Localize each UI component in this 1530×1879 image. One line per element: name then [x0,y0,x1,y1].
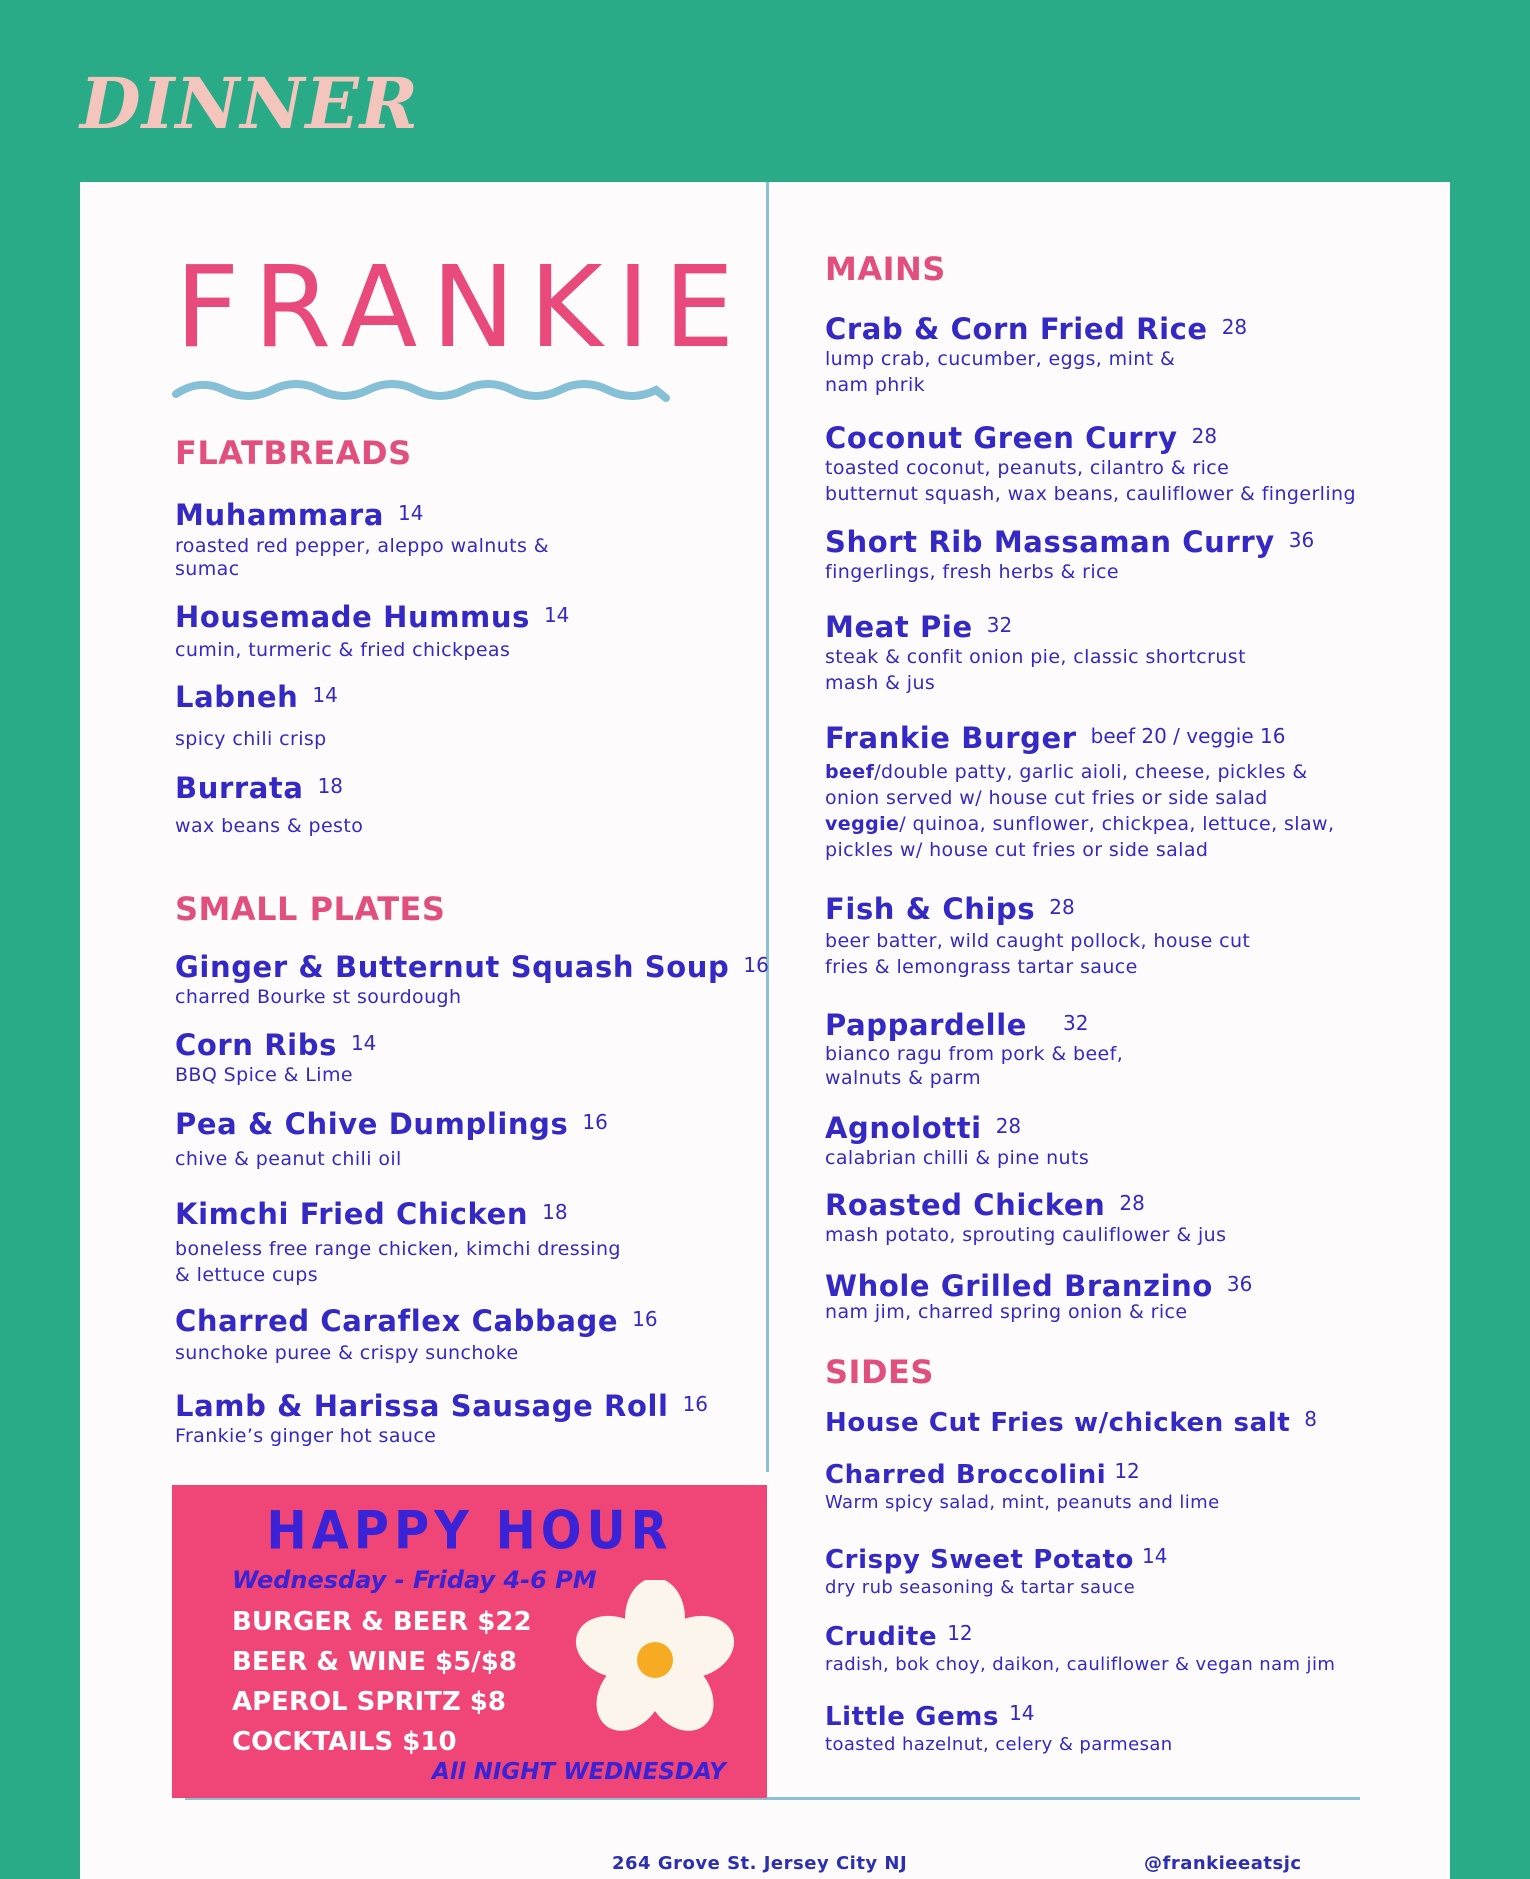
item-description: mash potato, sprouting cauliflower & jus [825,1224,1227,1246]
menu-item [825,1188,1226,1248]
item-description: & lettuce cups [175,1264,318,1286]
item-name: Crispy Sweet Potato [825,1545,1134,1575]
item-description: boneless free range chicken, kimchi dressing [175,1238,621,1260]
item-price: 14 [1141,1544,1168,1568]
item-price: 28 [1221,315,1248,339]
item-description: Frankie’s ginger hot sauce [175,1425,437,1447]
item-description-label: veggie [825,813,900,835]
item-name: Crudite [825,1622,938,1652]
item-name: Charred Broccolini [825,1460,1107,1490]
item-price: 14 [398,501,424,525]
item-price: 28 [995,1114,1022,1138]
item-name: Fish & Chips [825,892,1036,926]
item-price: 18 [542,1200,568,1224]
item-description-label: beef [825,761,875,783]
item-description: pickles w/ house cut fries or side salad [825,839,1209,861]
item-name: Ginger & Butternut Squash Soup [175,950,730,984]
footer-address: 264 Grove St. Jersey City NJ [612,1853,908,1874]
happy-hour-footer: All NIGHT WEDNESDAY [432,1759,726,1785]
menu-item [825,1701,1173,1758]
item-name: Crab & Corn Fried Rice [825,312,1208,346]
item-name: Burrata [175,771,304,805]
menu-item [175,1028,376,1088]
item-description: dry rub seasoning & tartar sauce [825,1577,1136,1598]
item-description: / quinoa, sunflower, chickpea, lettuce, slaw, [899,813,1335,835]
item-description: lump crab, cucumber, eggs, mint & [825,348,1176,370]
happy-hour-deal: BEER & WINE $5/$8 [232,1647,517,1677]
menu-item [175,600,569,663]
menu-item [175,1304,658,1366]
item-price: 12 [947,1621,973,1645]
menu-item [825,525,1314,585]
item-name: Labneh [175,680,299,714]
menu-item [825,421,1356,507]
item-name: House Cut Fries w/chicken salt [825,1408,1291,1438]
item-price: 18 [317,774,344,798]
flower-icon [570,1580,740,1740]
section-small-plates-title: SMALL PLATES [175,890,446,928]
item-name: Muhammara [175,498,384,532]
menu-item [825,610,1246,696]
item-name: Agnolotti [825,1111,982,1145]
item-description: sumac [175,558,240,580]
happy-hour-deal: APEROL SPRITZ $8 [232,1687,506,1717]
happy-hour-panel [172,1485,767,1798]
item-description: calabrian chilli & pine nuts [825,1147,1090,1169]
item-description: nam jim, charred spring onion & rice [825,1301,1188,1323]
item-description: spicy chili crisp [175,728,327,750]
item-description: sunchoke puree & crispy sunchoke [175,1342,519,1364]
happy-hour-title: HAPPY HOUR [266,1500,673,1562]
item-description: BBQ Spice & Lime [175,1064,353,1086]
menu-item [175,498,549,581]
item-description: beer batter, wild caught pollock, house cut [825,930,1251,952]
section-flatbreads-title: FLATBREADS [175,434,412,472]
item-price: 36 [1226,1272,1253,1296]
menu-item [825,721,1334,863]
item-description: wax beans & pesto [175,815,364,837]
happy-hour-schedule: Wednesday - Friday 4-6 PM [232,1566,597,1594]
item-description: toasted hazelnut, celery & parmesan [825,1734,1173,1755]
item-description: /double patty, garlic aioli, cheese, pickles & [874,761,1308,783]
footer-social-handle: @frankieeatsjc [1144,1853,1302,1874]
item-name: Lamb & Harissa Sausage Roll [175,1389,669,1423]
item-name: Whole Grilled Branzino [825,1269,1213,1303]
menu-item [175,1389,708,1449]
menu-item [825,1269,1252,1325]
item-description: onion served w/ house cut fries or side salad [825,787,1268,809]
item-price: 28 [1191,424,1218,448]
item-description: toasted coconut, peanuts, cilantro & rice [825,457,1230,479]
item-price: 16 [632,1307,658,1331]
item-price: 28 [1119,1191,1145,1215]
item-description: Warm spicy salad, mint, peanuts and lime [825,1492,1220,1513]
item-price: 14 [543,603,570,627]
item-price: 14 [350,1031,377,1055]
item-price: 16 [743,953,769,977]
item-description: fingerlings, fresh herbs & rice [825,561,1119,583]
item-name: Frankie Burger [825,721,1077,755]
menu-item [825,1111,1089,1171]
frankie-logo: FRANKIE [175,243,749,373]
item-name: Meat Pie [825,610,973,644]
item-price: 16 [682,1392,709,1416]
item-name: Pea & Chive Dumplings [175,1107,569,1141]
item-price: 32 [986,613,1013,637]
item-price: 32 [1063,1011,1089,1035]
item-price: 28 [1049,895,1075,919]
item-name: Pappardelle [825,1008,1028,1042]
item-description: nam phrik [825,374,926,396]
item-description: fries & lemongrass tartar sauce [825,956,1138,978]
menu-item [825,312,1247,398]
item-price: 14 [312,683,338,707]
section-mains-title: MAINS [825,250,946,288]
item-description: butternut squash, wax beans, cauliflower & fingerling [825,483,1356,505]
item-description: cumin, turmeric & fried chickpeas [175,639,511,661]
menu-item [825,1008,1123,1090]
item-name: Short Rib Massaman Curry [825,525,1275,559]
item-name: Kimchi Fried Chicken [175,1197,529,1231]
item-description: radish, bok choy, daikon, cauliflower & vegan nam jim [825,1654,1336,1675]
menu-item [825,1407,1317,1438]
item-price: 36 [1288,528,1315,552]
menu-item [825,1544,1167,1601]
item-description: chive & peanut chili oil [175,1148,402,1170]
menu-item [825,892,1250,980]
item-price: 16 [582,1110,608,1134]
item-price: 14 [1009,1701,1035,1725]
column-divider [766,182,769,1472]
menu-item [175,1107,608,1172]
menu-item [825,1459,1220,1516]
item-price: beef 20 / veggie 16 [1090,724,1286,748]
item-name: Corn Ribs [175,1028,337,1062]
menu-item [175,771,363,839]
item-price: 12 [1114,1459,1140,1483]
item-name: Housemade Hummus [175,600,530,634]
item-description: walnuts & parm [825,1067,982,1089]
item-name: Charred Caraflex Cabbage [175,1304,619,1338]
menu-item [175,950,769,1010]
item-name: Coconut Green Curry [825,421,1178,455]
item-name: Roasted Chicken [825,1188,1106,1222]
item-description: roasted red pepper, aleppo walnuts & [175,535,549,557]
happy-hour-deal: COCKTAILS $10 [232,1727,457,1757]
menu-item [175,680,338,752]
happy-hour-deal: BURGER & BEER $22 [232,1607,532,1637]
menu-item [825,1621,1335,1678]
item-description: mash & jus [825,672,936,694]
section-sides-title: SIDES [825,1353,934,1391]
menu-item [175,1197,621,1288]
item-description: steak & confit onion pie, classic shortcrust [825,646,1246,668]
item-price: 8 [1304,1407,1318,1431]
item-description: bianco ragu from pork & beef, [825,1043,1124,1065]
wave-icon [172,374,672,404]
page-title: DINNER [80,62,419,145]
item-name: Little Gems [825,1702,1000,1732]
item-description: charred Bourke st sourdough [175,986,462,1008]
